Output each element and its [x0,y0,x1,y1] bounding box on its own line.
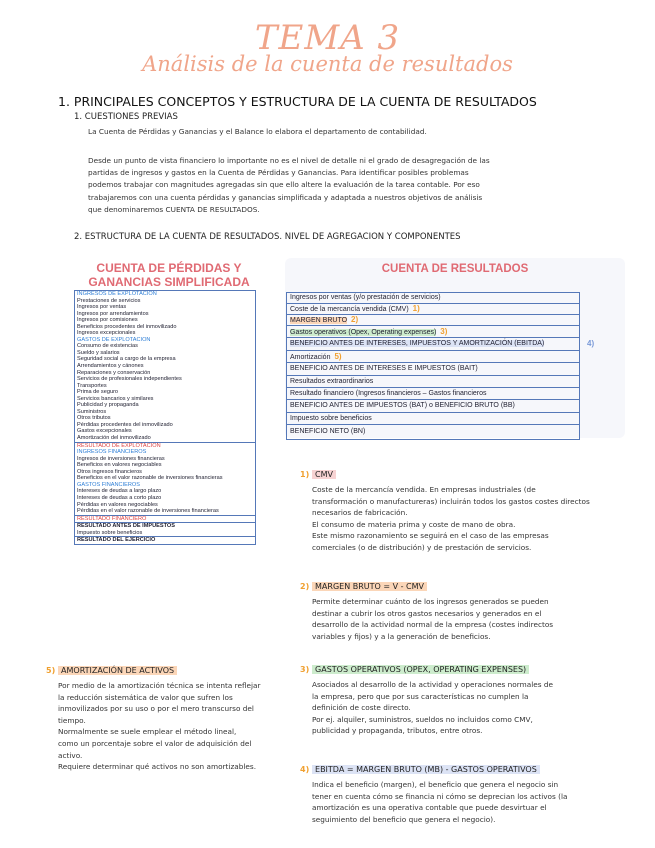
note-tag: AMORTIZACIÓN DE ACTIVOS [58,666,177,675]
statement-row-number: 3) [440,327,448,336]
note-line: Este mismo razonamiento se seguirá en el caso de las empresas [312,531,549,541]
statement-row [287,388,579,400]
pl-row: Sueldo y salarios [77,349,120,356]
statement-row-label: MARGEN BRUTO [290,317,348,324]
pl-row: Intereses de deudas a largo plazo [77,488,162,495]
statement-row-label: Coste de la mercancía vendida (CMV) [290,306,409,313]
left-card-title [74,261,264,289]
note-heading [300,757,630,776]
note-tag: CMV [312,470,336,479]
paragraph-line: podemos trabajar con magnitudes agregadas sin que ello altere la evaluación de la tarea contable. Por eso [88,180,480,190]
note-3 [300,657,630,737]
note-line: transformación o manufactureras) incluirán todos los gastos costes directos [312,496,590,506]
pl-row: Consumo de existencias [77,343,138,350]
statement-row-label: BENEFICIO NETO (BN) [290,428,366,435]
pl-row: Impuesto sobre beneficios [77,529,143,536]
statement-row-label: Resultado financiero (Ingresos financieros – Gastos financieros [290,390,487,397]
pl-row: Ingresos por arrendamientos [77,310,149,317]
note-line: variables y fijos) y a la generación de beneficios. [312,631,491,641]
note-line: comerciales (o de distribución) y de prestación de servicios. [312,542,532,552]
note-line: Normalmente se suele emplear el método lineal, [58,727,237,737]
note-line: publicidad y propaganda, tributos, entre otros. [312,726,483,736]
note-line: El consumo de materia prima y coste de mano de obra. [312,519,516,529]
statement-row-label: BENEFICIO ANTES DE INTERESES E IMPUESTOS (BAIT) [290,365,478,372]
pl-row: Intereses de deudas a corto plazo [77,494,162,501]
note-body [46,680,286,773]
note-heading [300,462,630,481]
note-body [300,484,630,554]
pl-row: Beneficios en valores negociables [77,462,162,469]
pl-row: Ingresos de inversiones financieras [77,455,165,462]
paragraph-line: trabajaremos con una cuenta pérdidas y ganancias simplificada y adaptada a nuestros objetivos de análisis [88,192,483,202]
note-number: 3) [300,665,313,674]
note-heading [46,658,286,677]
pl-row: GASTOS FINANCIEROS [77,481,140,488]
note-line: la empresa, pero que por sus características no cumplen la [312,691,529,701]
note-line: tiempo. [58,715,86,725]
pl-row: Pérdidas en valores negociables [77,501,158,508]
note-number: 4) [300,765,313,774]
statement-row [287,400,579,413]
pl-row: Pérdidas en el valor razonable de inversiones financieras [77,508,219,515]
statement-row [287,293,579,304]
statement-row [287,315,579,326]
note-line: activo. [58,750,83,760]
statement-row [287,304,579,315]
subsection-heading-1: 1. CUESTIONES PREVIAS [74,112,178,122]
pl-row: Suministros [77,408,107,415]
statement-row-number: 1) [412,304,420,313]
note-tag: GASTOS OPERATIVOS (OPEX, OPERATING EXPENSES) [312,665,529,674]
note-line: Por ej. alquiler, suministros, sueldos no incluidos como CMV, [312,714,533,724]
pl-row: Ingresos por comisiones [77,317,138,324]
note-number: 5) [46,666,59,675]
note-body [300,679,630,737]
paragraph-2 [88,155,558,216]
note-line: como un porcentaje sobre el valor de adquisición del [58,738,252,748]
note-line: seguimiento del beneficio que genera el negocio). [312,814,496,824]
note-line: amortización es una operativa contable que puede desvirtuar el [312,803,547,813]
note-tag: MARGEN BRUTO = V - CMV [312,582,427,591]
statement-row-label: BENEFICIO ANTES DE INTERESES, IMPUESTOS Y AMORTIZACIÓN (EBITDA) [290,340,545,347]
pl-row: Transportes [77,382,107,389]
statement-row-label: Impuesto sobre beneficios [290,415,372,422]
statement-row-label: BENEFICIO ANTES DE IMPUESTOS (BAT) o BENEFICIO BRUTO (BB) [290,402,515,409]
pl-row: RESULTADO DEL EJERCICIO [75,536,255,544]
note-line: Indica el beneficio (margen), el beneficio que genera el negocio sin [312,780,559,789]
page-title: TEMA 3 [254,18,401,58]
pl-row: Prestaciones de servicios [77,297,141,304]
pl-row: Seguridad social a cargo de la empresa [77,356,176,363]
statement-row-label: Ingresos por ventas (y/o prestación de servicios) [290,294,441,301]
pl-row: Reparaciones y conservación [77,369,151,376]
note-heading [300,574,630,593]
left-card-title-line1: CUENTA DE PÉRDIDAS Y [96,261,242,275]
pl-row: RESULTADO DE EXPLOTACIÓN [75,442,255,450]
pl-row: Gastos excepcionales [77,428,132,435]
pl-row: Ingresos excepcionales [77,330,136,337]
statement-row-number: 2) [351,315,359,324]
note-1 [300,462,630,554]
pl-row: Pérdidas procedentes del inmovilizado [77,421,173,428]
note-4 [300,757,630,825]
statement-row [287,351,579,363]
statement-row [287,376,579,388]
income-statement-table [286,292,595,440]
note-line: la reducción sistemática de valor que sufren los [58,692,233,702]
note-line: destinar a cubrir los otros gastos necesarios y generados en el [312,608,542,618]
pl-row: Amortización del inmovilizado [77,435,151,442]
statement-row [287,363,579,376]
right-card-title: CUENTA DE RESULTADOS [381,263,529,275]
statement-row-number: 4) [587,339,595,348]
paragraph-1: La Cuenta de Pérdidas y Ganancias y el Balance lo elabora el departamento de contabilidad. [88,127,427,136]
note-2 [300,574,630,642]
pl-row: Servicios de profesionales independientes [77,376,182,383]
pl-row: Otros ingresos financieros [77,468,142,475]
note-number: 1) [300,470,313,479]
note-line: desarrollo de la actividad normal de la empresa (costes indirectos [312,620,554,630]
note-body [300,779,630,825]
note-line: Coste de la mercancía vendida. En empresas industriales (de [312,485,536,494]
note-line: tener en cuenta cómo se financia ni cómo se deprecian los activos (la [312,791,568,801]
statement-row-label: Gastos operativos (Opex, Operating expenses) [290,329,437,336]
statement-row [287,425,579,439]
note-line: Asociados al desarrollo de la actividad y operaciones normales de [312,680,553,689]
note-line: necesarios de fabricación. [312,508,408,518]
statement-row-number: 5) [334,352,342,361]
pl-row: Beneficios procedentes del inmovilizado [77,323,177,330]
pl-row: RESULTADO FINANCIERO [75,515,255,523]
statement-row-label: Amortización [290,354,331,361]
pl-row: Prima de seguro [77,389,119,396]
page-subtitle: Análisis de la cuenta de resultados [142,52,513,76]
pl-row: Ingresos por ventas [77,304,127,311]
pl-row: Publicidad y propaganda [77,402,139,409]
pl-row: Beneficios en el valor razonable de inversiones financieras [77,475,223,482]
simplified-pl-table [74,290,256,545]
pl-row: INGRESOS DE EXPLOTACIÓN [77,291,157,297]
statement-row-label: Resultados extraordinarios [290,378,374,385]
pl-row: Arrendamientos y cánones [77,363,144,370]
pl-row: INGRESOS FINANCIEROS [77,449,147,456]
note-5 [46,658,286,773]
statement-row [287,413,579,425]
statement-row [287,326,579,338]
note-line: inmovilizados por su uso o por el mero transcurso del [58,704,254,714]
note-body [300,596,630,642]
note-line: Permite determinar cuánto de los ingresos generados se pueden [312,597,549,606]
section-heading: 1. PRINCIPALES CONCEPTOS Y ESTRUCTURA DE LA CUENTA DE RESULTADOS [58,94,537,109]
note-number: 2) [300,582,313,591]
pl-row: Servicios bancarios y similares [77,395,154,402]
pl-row: RESULTADO ANTES DE IMPUESTOS [75,522,255,530]
subsection-heading-2: 2. ESTRUCTURA DE LA CUENTA DE RESULTADOS. NIVEL DE AGREGACION Y COMPONENTES [74,232,461,242]
left-card-title-line2: GANANCIAS SIMPLIFICADA [88,275,250,289]
statement-row [287,338,595,351]
note-tag: EBITDA = MARGEN BRUTO (MB) - GASTOS OPERATIVOS [312,765,540,774]
note-line: Requiere determinar qué activos no son amortizables. [58,762,257,772]
note-line: definición de coste directo. [312,703,411,713]
paragraph-line: partidas de ingresos y gastos en la Cuenta de Pérdidas y Ganancias. Para identificar posibles problemas [88,168,469,178]
note-heading [300,657,630,676]
note-line: Por medio de la amortización técnica se intenta reflejar [58,681,261,690]
pl-row: Otros tributos [77,415,111,422]
paragraph-line: que denominaremos CUENTA DE RESULTADOS. [88,204,260,214]
pl-row: GASTOS DE EXPLOTACIÓN [77,336,151,343]
paragraph-line: Desde un punto de vista financiero lo importante no es el nivel de detalle ni el grado de desagregación de las [88,156,490,165]
